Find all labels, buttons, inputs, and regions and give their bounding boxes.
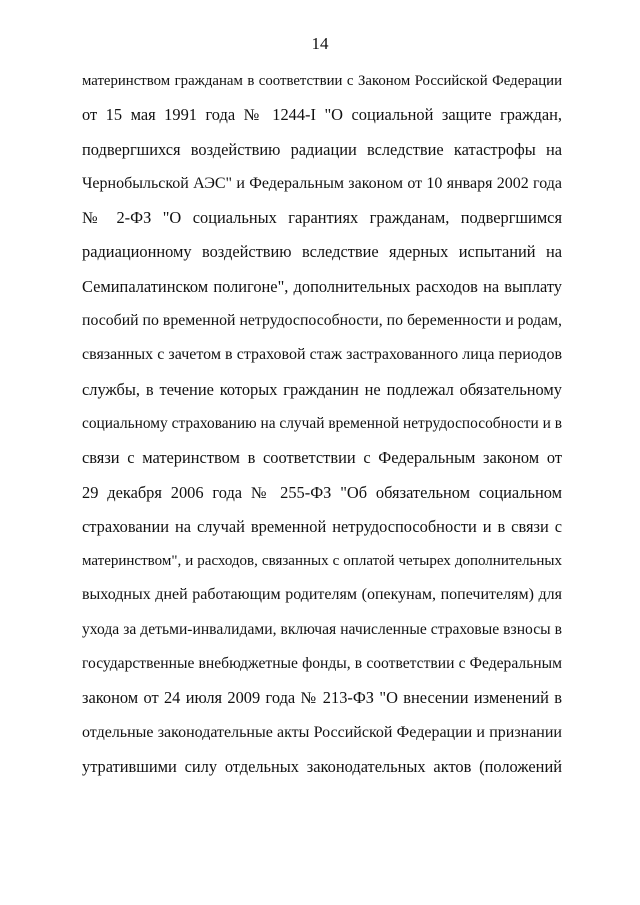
text-line: утратившими силу отдельных законодательных актов (положений: [82, 756, 562, 776]
text-line: от 15 мая 1991 года № 1244-I "О социальной защите граждан,: [82, 105, 562, 125]
text-line: законом от 24 июля 2009 года № 213-ФЗ "О внесении изменений в: [82, 688, 562, 708]
text-line: Чернобыльской АЭС" и Федеральным законом от 10 января 2002 года: [82, 174, 562, 192]
text-line: службы, в течение которых гражданин не подлежал обязательному: [82, 379, 562, 399]
body-text: [82, 70, 562, 790]
text-line: материнством", и расходов, связанных с оплатой четырех дополнительных: [82, 553, 562, 570]
text-line: № 2-ФЗ "О социальных гарантиях гражданам, подвергшимся: [82, 208, 562, 228]
text-line: страховании на случай временной нетрудоспособности и в связи с: [82, 516, 562, 536]
text-line: связи с материнством в соответствии с Федеральным законом от: [82, 448, 562, 468]
text-line: отдельные законодательные акты Российской Федерации и признании: [82, 723, 562, 741]
text-line: радиационному воздействию вследствие ядерных испытаний на: [82, 242, 562, 262]
text-line: связанных с зачетом в страховой стаж застрахованного лица периодов: [82, 346, 562, 364]
page-number: 14: [311, 34, 329, 53]
text-line: ухода за детьми-инвалидами, включая начисленные страховые взносы в: [82, 620, 562, 638]
text-line: подвергшихся воздействию радиации вследствие катастрофы на: [82, 139, 562, 159]
text-line: 29 декабря 2006 года № 255-ФЗ "Об обязательном социальном: [82, 482, 562, 502]
text-line: Семипалатинском полигоне", дополнительных расходов на выплату: [82, 276, 562, 296]
text-line: выходных дней работающим родителям (опекунам, попечителям) для: [82, 586, 562, 604]
text-line: пособий по временной нетрудоспособности, по беременности и родам,: [82, 312, 562, 330]
text-line: социальному страхованию на случай временной нетрудоспособности и в: [82, 414, 562, 432]
text-line: материнством гражданам в соответствии с Законом Российской Федерации: [82, 73, 562, 89]
text-line: государственные внебюджетные фонды, в соответствии с Федеральным: [82, 655, 562, 673]
